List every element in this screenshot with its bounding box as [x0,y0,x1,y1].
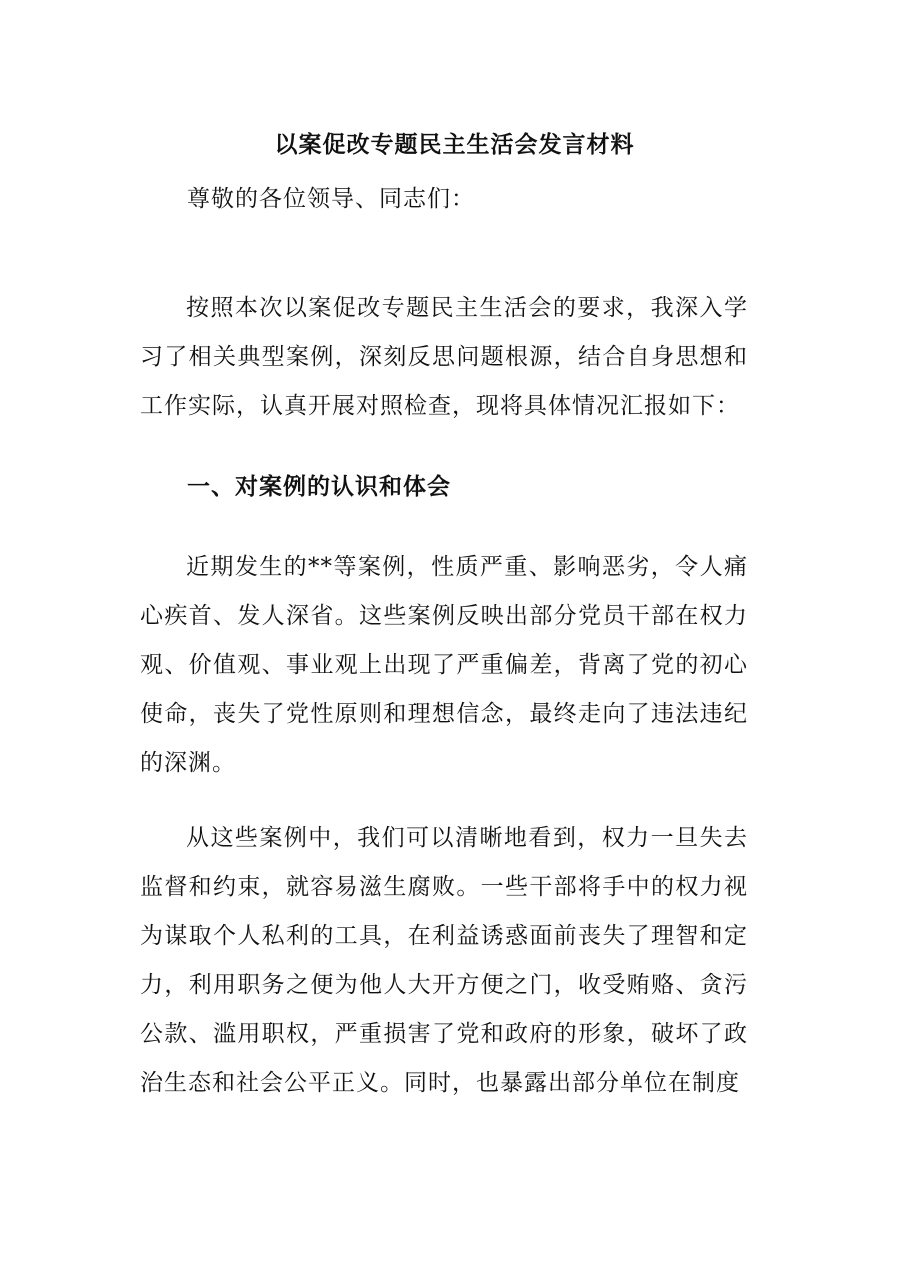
document-title: 以案促改专题民主生活会发言材料 [274,131,635,158]
body-paragraph-2: 从这些案例中，我们可以清晰地看到，权力一旦失去监督和约束，就容易滋生腐败。一些干部将手中的权力视为谋取个人私利的工具，在利益诱惑面前丧失了理智和定力，利用职务之便为他人大开方便之门，收受贿赂、贪污公款、滥用职权，严重损害了党和政府的形象，破坏了政治生态和社会公平正义。同时，也暴露出部分单位在制度 [140,825,748,1096]
section-heading: 一、对案例的认识和体会 [187,473,451,500]
salutation: 尊敬的各位领导、同志们： [187,186,475,212]
intro-paragraph: 按照本次以案促改专题民主生活会的要求，我深入学习了相关典型案例，深刻反思问题根源，结合自身思想和工作实际，认真开展对照检查，现将具体情况汇报如下： [140,295,748,419]
body-paragraph-1: 近期发生的**等案例，性质严重、影响恶劣，令人痛心疾首、发人深省。这些案例反映出部分党员干部在权力观、价值观、事业观上出现了严重偏差，背离了党的初心使命，丧失了党性原则和理想信念，最终走向了违法违纪的深渊。 [140,554,748,776]
